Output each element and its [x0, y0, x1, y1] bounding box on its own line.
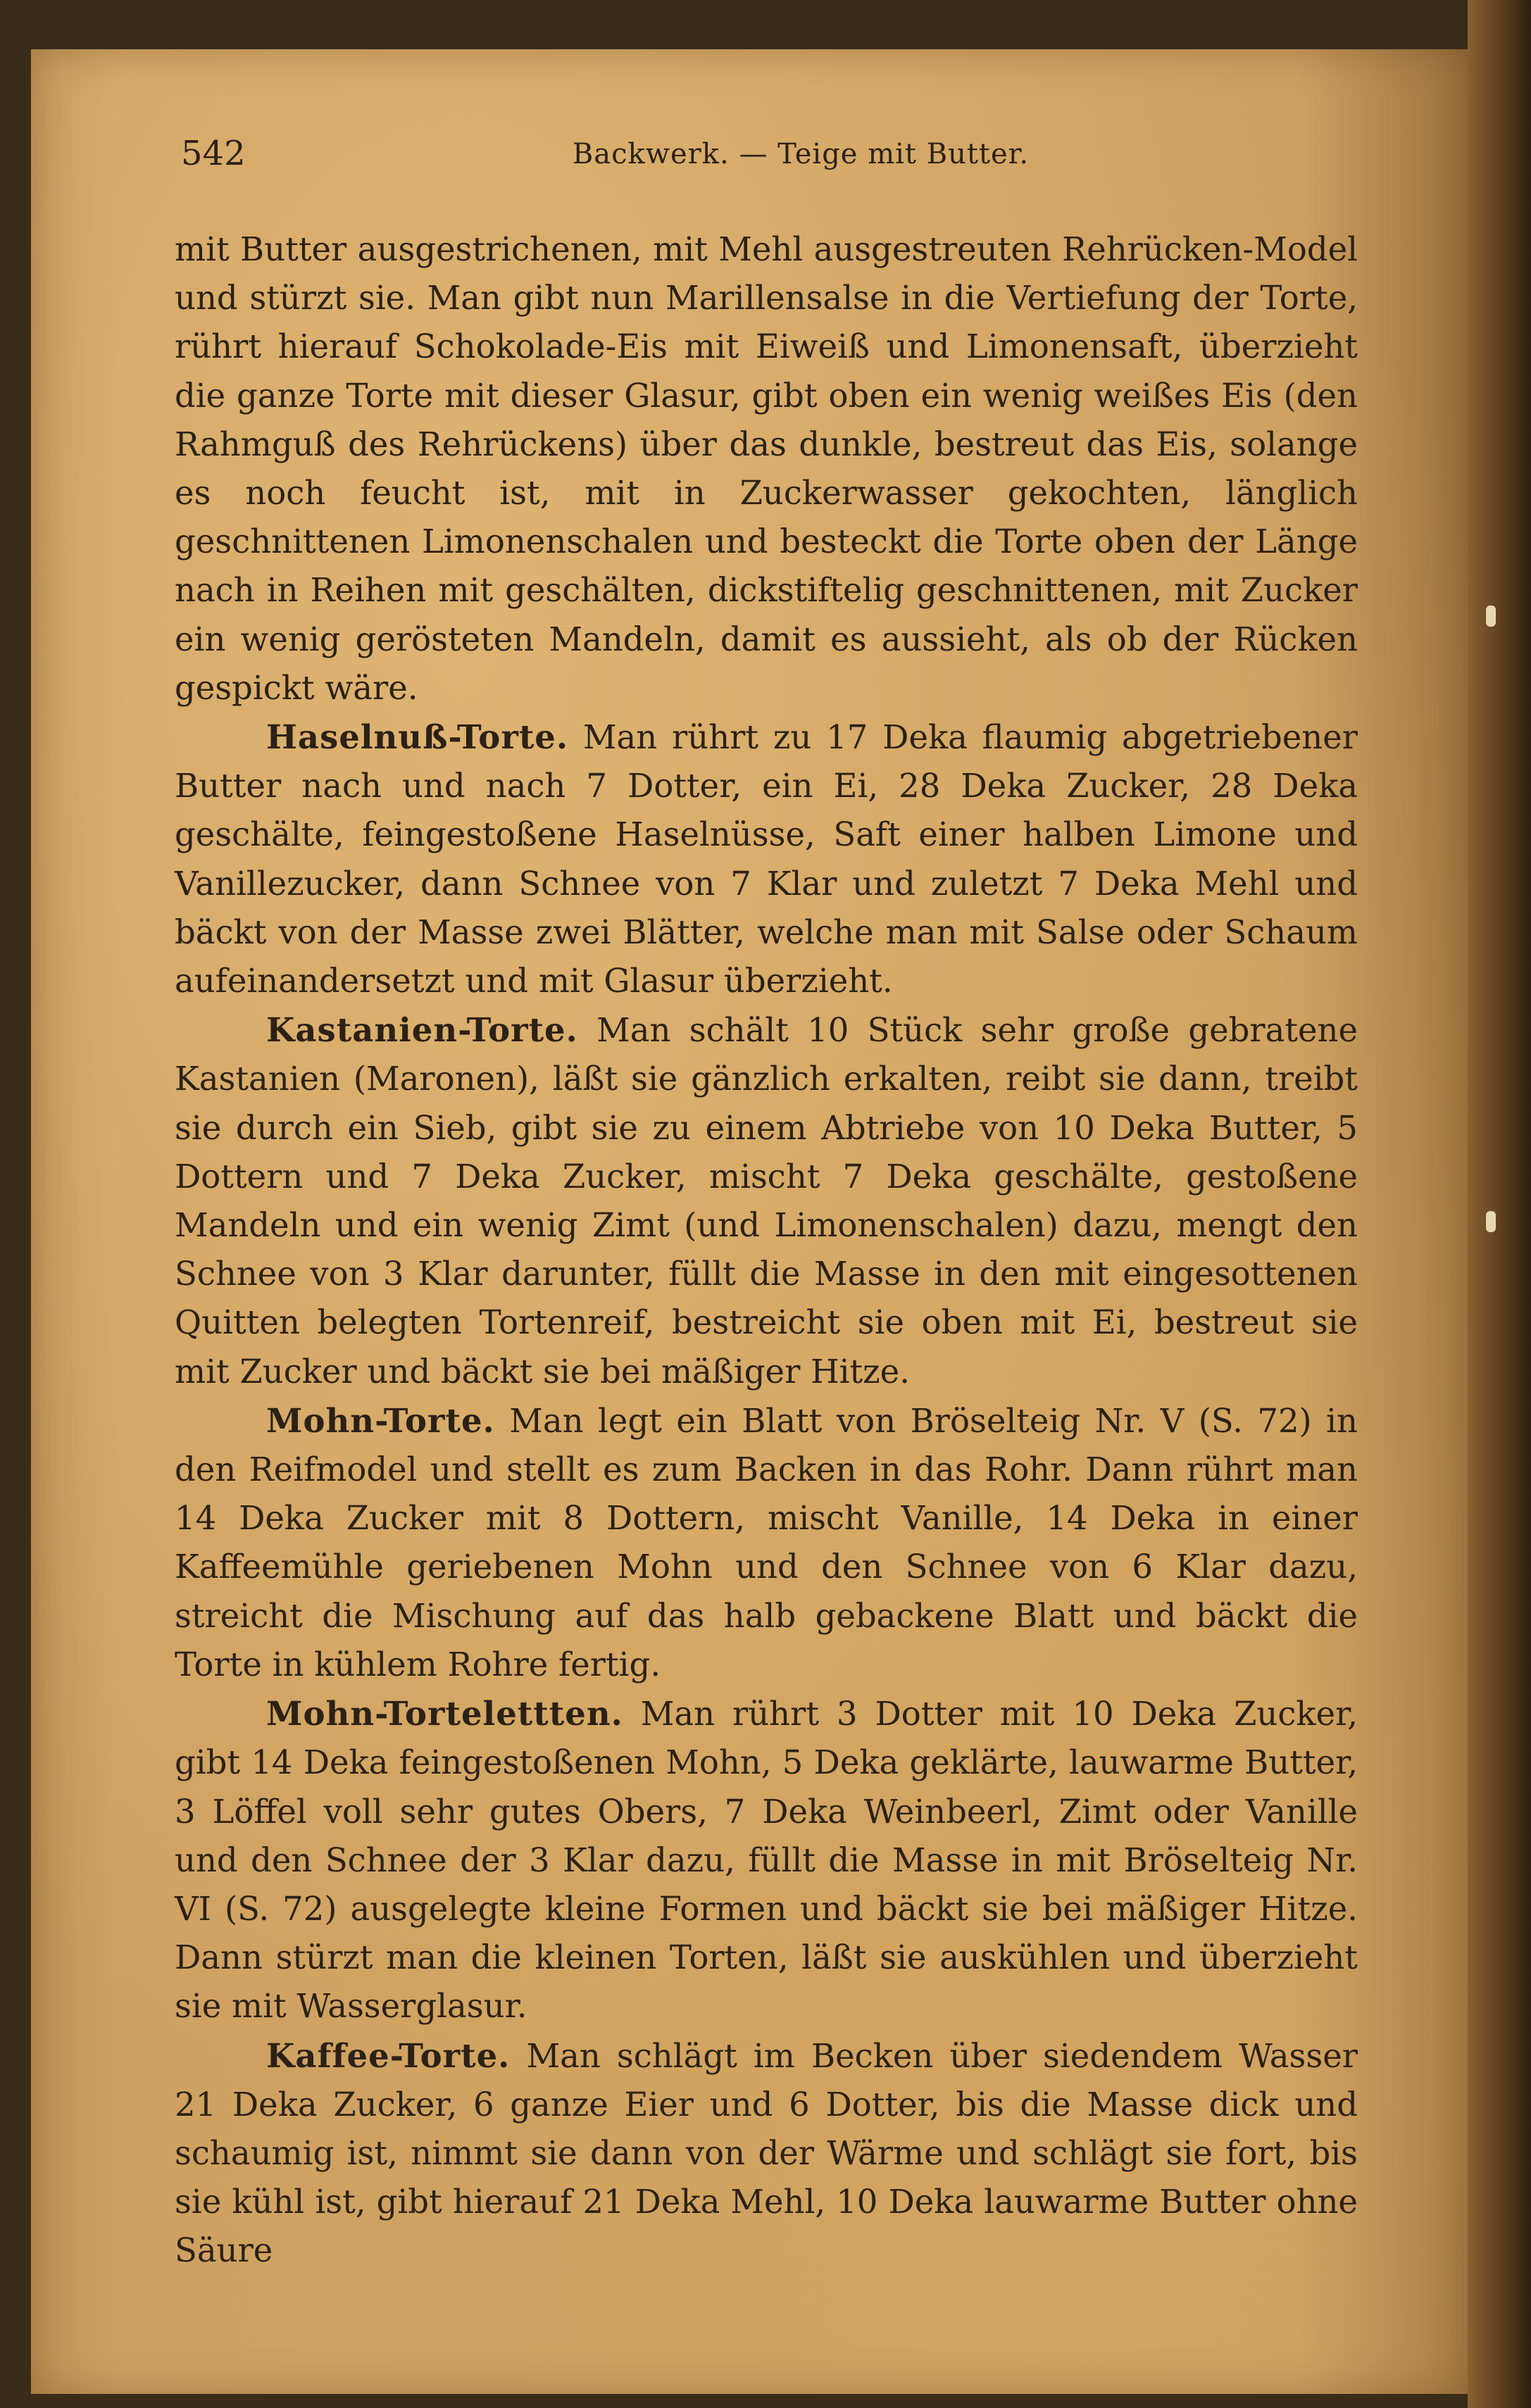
recipe-text: Man schält 10 Stück sehr große gebratene Kastanien (Maronen), läßt sie gänzlich erkalten, reibt sie dann, treibt sie durch ein Sieb, gibt sie zu einem Abtriebe von 10 Deka Butter, 5 Dottern und 7 Deka Zucker, mischt 7 Deka geschälte, gestoßene Mandeln und ein wenig Zimt (und Limonenschalen) dazu, mengt den Schnee von 3 Klar darunter, füllt die Masse in den mit eingesottenen Quitten belegten Tortenreif, bestreicht sie oben mit Ei, bestreut sie mit Zucker und bäckt sie bei mäßiger Hitze.	[175, 1011, 1358, 1391]
recipe-mohn-tortelettten	[175, 1689, 1358, 2031]
page-header	[181, 134, 1420, 190]
recipe-title: Mohn-Tortelettten.	[266, 1694, 623, 1733]
recipe-kastanien-torte	[175, 1005, 1358, 1396]
recipe-text: Man rührt 3 Dotter mit 10 Deka Zucker, gibt 14 Deka feingestoßenen Mohn, 5 Deka geklärte, lauwarme Butter, 3 Löffel voll sehr gutes Obers, 7 Deka Weinbeerl, Zimt oder Vanille und den Schnee der 3 Klar dazu, füllt die Masse in mit Bröselteig Nr. VI (S. 72) ausgelegte kleine Formen und bäckt sie bei mäßiger Hitze. Dann stürzt man die kleinen Torten, läßt sie auskühlen und überzieht sie mit Wasserglasur.	[175, 1695, 1358, 2026]
binding-thread	[1486, 1211, 1496, 1232]
binding-thread	[1486, 606, 1496, 627]
continuation-paragraph: mit Butter ausgestrichenen, mit Mehl ausgestreuten Rehrücken-Model und stürzt sie. Man gibt nun Marillensalse in die Vertiefung der Torte, rührt hierauf Schokolade-Eis mit Eiweiß und Limonensaft, überzieht die ganze Torte mit dieser Glasur, gibt oben ein wenig weißes Eis (den Rahmguß des Rehrückens) über das dunkle, bestreut das Eis, solange es noch feucht ist, mit in Zuckerwasser gekochten, länglich geschnittenen Limonenschalen und besteckt die Torte oben der Länge nach in Reihen mit geschälten, dickstiftelig geschnittenen, mit Zucker ein wenig gerösteten Mandeln, damit es aussieht, als ob der Rücken gespickt wäre.	[175, 230, 1358, 707]
running-head: Backwerk. — Teige mit Butter.	[572, 138, 1030, 170]
recipe-text: Man schlägt im Becken über siedendem Wasser 21 Deka Zucker, 6 ganze Eier und 6 Dotter, bis die Masse dick und schaumig ist, nimmt sie dann von der Wärme und schlägt sie fort, bis sie kühl ist, gibt hierauf 21 Deka Mehl, 10 Deka lauwarme Butter ohne Säure	[175, 2036, 1358, 2270]
recipe-text: Man legt ein Blatt von Bröselteig Nr. V (S. 72) in den Reifmodel und stellt es zum Backen in das Rohr. Dann rührt man 14 Deka Zucker mit 8 Dottern, mischt Vanille, 14 Deka in einer Kaffeemühle geriebenen Mohn und den Schnee von 6 Klar dazu, streicht die Mischung auf das halb gebackene Blatt und bäckt die Torte in kühlem Rohre fertig.	[175, 1401, 1358, 1683]
recipe-mohn-torte	[175, 1396, 1358, 1689]
recipe-title: Haselnuß-Torte.	[266, 717, 569, 757]
recipe-title: Kastanien-Torte.	[266, 1010, 578, 1050]
page-body	[175, 225, 1358, 2276]
recipe-kaffee-torte	[175, 2031, 1358, 2276]
page-number: 542	[181, 134, 246, 173]
recipe-haselnuss-torte	[175, 713, 1358, 1005]
book-gutter	[1468, 0, 1531, 2408]
recipe-text: Man rührt zu 17 Deka flaumig abgetriebener Butter nach und nach 7 Dotter, ein Ei, 28 Deka Zucker, 28 Deka geschälte, feingestoßene Haselnüsse, Saft einer halben Limone und Vanillezucker, dann Schnee von 7 Klar und zuletzt 7 Deka Mehl und bäckt von der Masse zwei Blätter, welche man mit Salse oder Schaum aufeinandersetzt und mit Glasur überzieht.	[175, 718, 1358, 1001]
recipe-title: Mohn-Torte.	[266, 1400, 495, 1440]
recipe-title: Kaffee-Torte.	[266, 2036, 511, 2075]
